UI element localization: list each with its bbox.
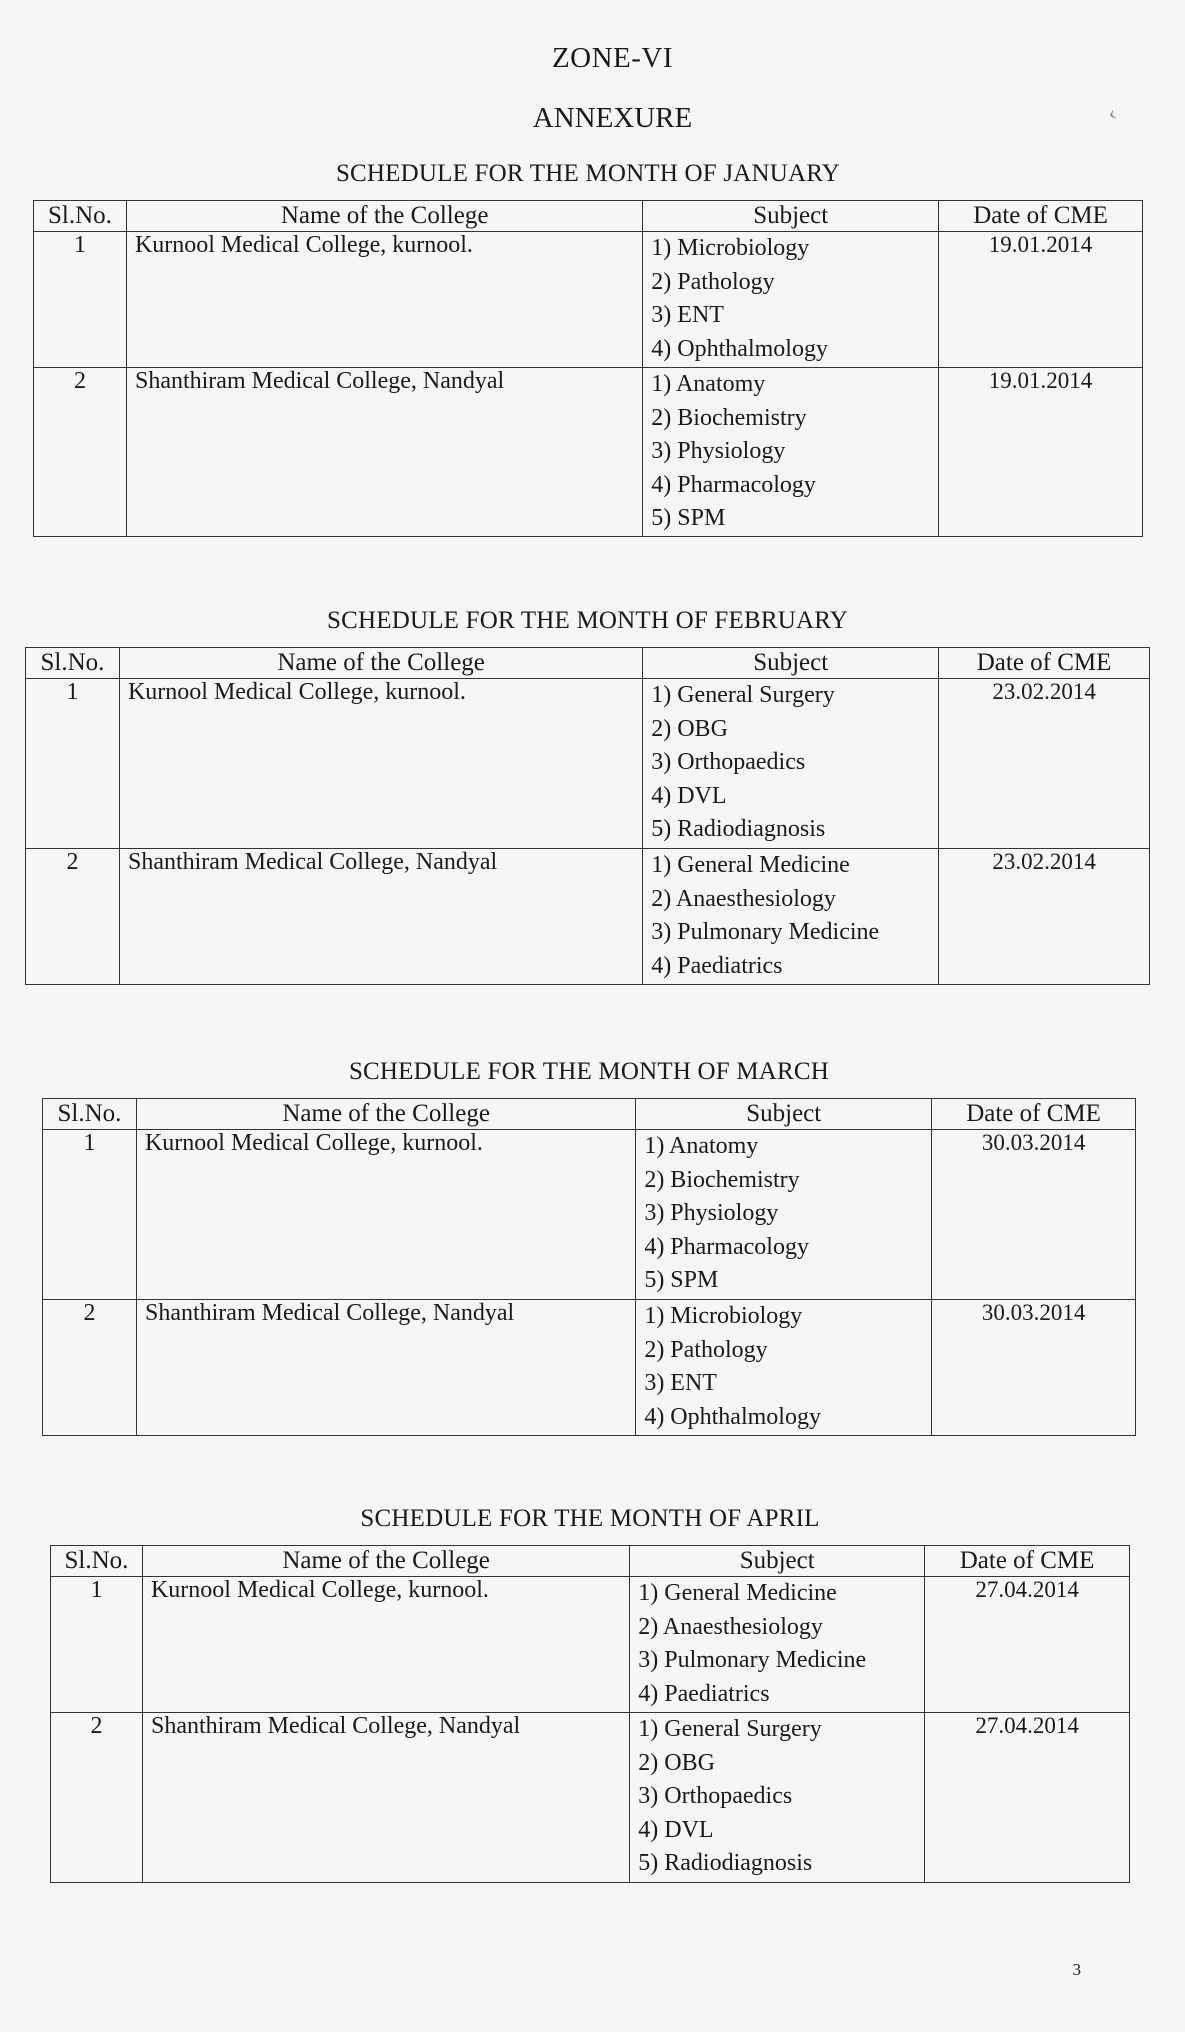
subject-item: 3) Pulmonary Medicine: [651, 919, 880, 945]
schedule-february: [25, 607, 1150, 985]
subject-item: 5) SPM: [644, 1267, 719, 1293]
col-header-college: Name of the College: [126, 201, 642, 232]
schedule-table: [50, 1545, 1130, 1883]
section-heading: SCHEDULE FOR THE MONTH OF JANUARY: [335, 160, 841, 187]
subjects-cell: [630, 1713, 925, 1883]
sl-no-cell: 2: [26, 849, 120, 985]
subject-item: 3) Pulmonary Medicine: [638, 1647, 867, 1673]
subjects-cell: [636, 1300, 932, 1436]
subject-item: 1) General Medicine: [651, 852, 850, 878]
col-header-date: Date of CME: [932, 1099, 1136, 1130]
section-heading: SCHEDULE FOR THE MONTH OF FEBRUARY: [327, 607, 848, 634]
subject-item: 2) Pathology: [651, 268, 775, 295]
col-header-sl-no: Sl.No.: [26, 648, 120, 679]
subject-item: 1) Anatomy: [644, 1133, 759, 1159]
subject-item: 4) DVL: [638, 1816, 714, 1843]
page-number: 3: [1072, 1960, 1081, 1979]
subject-item: 1) Microbiology: [644, 1303, 803, 1329]
table-row: [43, 1300, 1136, 1436]
subject-item: 2) Biochemistry: [651, 404, 807, 431]
subject-item: 4) Pharmacology: [644, 1233, 809, 1260]
subject-item: 3) Physiology: [644, 1200, 779, 1226]
subject-item: 1) General Medicine: [638, 1580, 837, 1606]
sl-no-cell: 2: [43, 1300, 137, 1436]
table-header-row: [34, 201, 1143, 232]
college-cell: Shanthiram Medical College, Nandyal: [136, 1300, 635, 1436]
subject-item: 3) Orthopaedics: [638, 1783, 793, 1809]
date-cell: 30.03.2014: [932, 1130, 1136, 1300]
date-cell: 19.01.2014: [939, 232, 1143, 368]
subject-item: 4) Ophthalmology: [651, 335, 828, 362]
schedule-table: [25, 647, 1150, 985]
subjects-cell: [643, 232, 939, 368]
subjects-cell: [636, 1130, 932, 1300]
schedule-table: [33, 200, 1143, 537]
table-header-row: [26, 648, 1150, 679]
subject-item: 1) General Surgery: [638, 1716, 822, 1742]
table-header-row: [51, 1546, 1130, 1577]
college-cell: Shanthiram Medical College, Nandyal: [126, 368, 642, 537]
table-header-row: [43, 1099, 1136, 1130]
col-header-sl-no: Sl.No.: [43, 1099, 137, 1130]
subject-item: 3) Orthopaedics: [651, 749, 806, 775]
sl-no-cell: 1: [34, 232, 127, 368]
sl-no-cell: 1: [43, 1130, 137, 1300]
subject-item: 3) ENT: [644, 1370, 717, 1396]
subject-item: 5) SPM: [651, 505, 726, 531]
subjects-cell: [643, 679, 939, 849]
date-cell: 27.04.2014: [925, 1577, 1130, 1713]
sl-no-cell: 2: [34, 368, 127, 537]
subjects-cell: [630, 1577, 925, 1713]
subject-item: 1) Anatomy: [651, 371, 766, 397]
annexure-title: ANNEXURE: [532, 102, 693, 134]
col-header-date: Date of CME: [939, 648, 1150, 679]
subject-item: 2) Anaesthesiology: [638, 1613, 823, 1640]
sl-no-cell: 1: [26, 679, 120, 849]
table-row: [26, 849, 1150, 985]
subject-item: 5) Radiodiagnosis: [638, 1850, 813, 1876]
col-header-date: Date of CME: [939, 201, 1143, 232]
col-header-subject: Subject: [630, 1546, 925, 1577]
section-heading: SCHEDULE FOR THE MONTH OF APRIL: [360, 1505, 820, 1532]
subject-item: 1) Microbiology: [651, 235, 810, 261]
college-cell: Kurnool Medical College, kurnool.: [142, 1577, 629, 1713]
date-cell: 27.04.2014: [925, 1713, 1130, 1883]
table-row: [51, 1577, 1130, 1713]
date-cell: 23.02.2014: [939, 679, 1150, 849]
college-cell: Kurnool Medical College, kurnool.: [126, 232, 642, 368]
table-row: [51, 1713, 1130, 1883]
col-header-subject: Subject: [636, 1099, 932, 1130]
subjects-cell: [643, 368, 939, 537]
subject-item: 4) DVL: [651, 782, 727, 809]
subject-item: 1) General Surgery: [651, 682, 835, 708]
subject-item: 4) Paediatrics: [651, 952, 783, 979]
table-row: [43, 1130, 1136, 1300]
col-header-date: Date of CME: [925, 1546, 1130, 1577]
subject-item: 2) Anaesthesiology: [651, 885, 836, 912]
table-row: [34, 368, 1143, 537]
subject-item: 2) OBG: [638, 1749, 715, 1776]
subject-item: 2) OBG: [651, 715, 728, 742]
col-header-subject: Subject: [643, 201, 939, 232]
col-header-subject: Subject: [643, 648, 939, 679]
college-cell: Kurnool Medical College, kurnool.: [119, 679, 642, 849]
table-row: [34, 232, 1143, 368]
schedule-january: [33, 160, 1143, 537]
college-cell: Shanthiram Medical College, Nandyal: [142, 1713, 629, 1883]
pen-mark: ‹: [1103, 99, 1120, 126]
schedule-april: [50, 1505, 1130, 1883]
date-cell: 30.03.2014: [932, 1300, 1136, 1436]
date-cell: 19.01.2014: [939, 368, 1143, 537]
subject-item: 4) Paediatrics: [638, 1680, 770, 1707]
section-heading: SCHEDULE FOR THE MONTH OF MARCH: [348, 1058, 830, 1085]
subjects-cell: [643, 849, 939, 985]
col-header-college: Name of the College: [136, 1099, 635, 1130]
subject-item: 3) ENT: [651, 302, 724, 328]
subject-item: 5) Radiodiagnosis: [651, 816, 826, 842]
date-cell: 23.02.2014: [939, 849, 1150, 985]
college-cell: Shanthiram Medical College, Nandyal: [119, 849, 642, 985]
subject-item: 2) Pathology: [644, 1336, 768, 1363]
sl-no-cell: 1: [51, 1577, 143, 1713]
sl-no-cell: 2: [51, 1713, 143, 1883]
zone-title: ZONE-VI: [551, 42, 674, 74]
subject-item: 4) Pharmacology: [651, 471, 816, 498]
schedule-table: [42, 1098, 1136, 1436]
col-header-sl-no: Sl.No.: [34, 201, 127, 232]
subject-item: 3) Physiology: [651, 438, 786, 464]
subject-item: 2) Biochemistry: [644, 1166, 800, 1193]
college-cell: Kurnool Medical College, kurnool.: [136, 1130, 635, 1300]
table-row: [26, 679, 1150, 849]
col-header-college: Name of the College: [142, 1546, 629, 1577]
schedule-march: [42, 1058, 1136, 1436]
col-header-college: Name of the College: [119, 648, 642, 679]
col-header-sl-no: Sl.No.: [51, 1546, 143, 1577]
subject-item: 4) Ophthalmology: [644, 1403, 821, 1430]
